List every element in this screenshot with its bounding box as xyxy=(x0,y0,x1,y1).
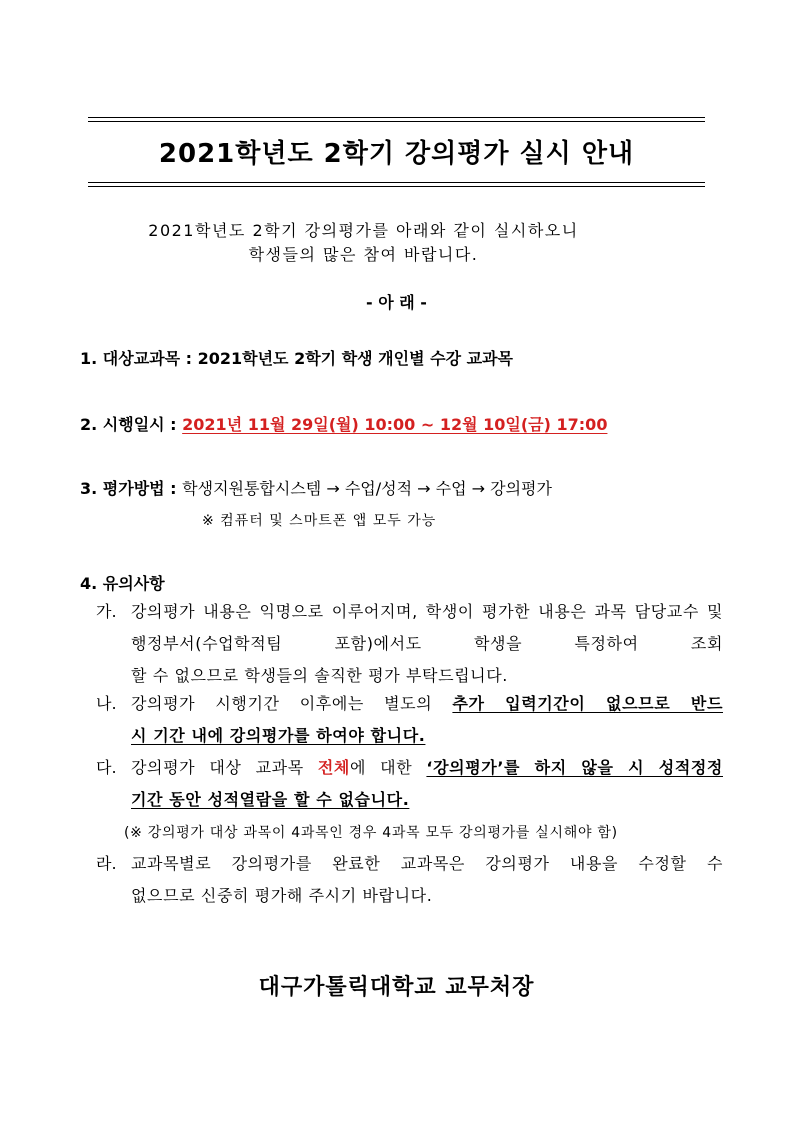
note-da-bold-2: 기간 동안 성적열람을 할 수 없습니다. xyxy=(131,790,410,809)
title-top-rule-inner xyxy=(88,121,705,122)
note-ga xyxy=(96,596,723,692)
item-period-value: 2021년 11월 29일(월) 10:00 ~ 12월 10일(금) 17:00 xyxy=(182,415,608,434)
page-title: 2021학년도 2학기 강의평가 실시 안내 xyxy=(158,139,635,169)
note-da xyxy=(96,752,723,816)
note-na-text: 강의평가 시행기간 이후에는 별도의 xyxy=(131,694,433,713)
note-ra xyxy=(96,848,723,912)
notes-heading: 4. 유의사항 xyxy=(80,574,165,593)
note-na-marker: 나. xyxy=(96,694,117,713)
item-target xyxy=(80,346,513,369)
note-da-bold-1: ‘강의평가’를 하지 않을 시 성적정정 xyxy=(426,758,723,777)
title-bottom-rule-outer xyxy=(88,186,705,187)
note-ra-marker: 라. xyxy=(96,854,117,873)
note-da-red: 전체 xyxy=(317,758,350,777)
note-ra-line2: 없으므로 신중히 평가해 주시기 바랍니다. xyxy=(131,886,433,905)
footer-signature: 대구가톨릭대학교 교무처장 xyxy=(258,975,535,1000)
note-ga-line2: 담당교수 및 행정부서(수업학적팀 포함)에서도 학생을 특정하여 조회 xyxy=(131,602,724,653)
note-ga-line1: 강의평가 내용은 익명으로 이루어지며, 학생이 평가한 내용은 과목 xyxy=(131,602,627,621)
item-target-label: 1. 대상교과목 : xyxy=(80,349,193,368)
note-na xyxy=(96,688,723,752)
item-method xyxy=(80,476,552,499)
note-da-text-b: 에 대한 xyxy=(350,758,413,777)
note-da-paren: (※ 강의평가 대상 과목이 4과목인 경우 4과목 모두 강의평가를 실시해야 함) xyxy=(124,825,618,841)
item-method-label: 3. 평가방법 : xyxy=(80,479,177,498)
title-bottom-rule-inner xyxy=(88,182,705,183)
item-period-label: 2. 시행일시 : xyxy=(80,415,177,434)
note-ga-marker: 가. xyxy=(96,602,117,621)
item-method-note: ※ 컴퓨터 및 스마트폰 앱 모두 가능 xyxy=(202,513,437,529)
note-na-bold-2: 시 기간 내에 강의평가를 하여야 합니다. xyxy=(131,726,426,745)
note-ga-line3: 할 수 없으므로 학생들의 솔직한 평가 부탁드립니다. xyxy=(131,666,508,685)
note-da-marker: 다. xyxy=(96,758,117,777)
intro-line-2: 학생들의 많은 참여 바랍니다. xyxy=(248,245,479,264)
item-method-value: 학생지원통합시스템 → 수업/성적 → 수업 → 강의평가 xyxy=(182,479,552,498)
note-da-text-a: 강의평가 대상 교과목 xyxy=(131,758,304,777)
section-marker: - 아 래 - xyxy=(366,293,427,312)
note-na-bold-1: 추가 입력기간이 없으므로 반드 xyxy=(452,694,723,713)
title-top-rule-outer xyxy=(88,117,705,118)
note-ra-line1: 교과목별로 강의평가를 완료한 교과목은 강의평가 내용을 수정할 수 xyxy=(131,854,723,873)
intro-line-1: 2021학년도 2학기 강의평가를 아래와 같이 실시하오니 xyxy=(148,221,579,240)
item-period xyxy=(80,412,607,435)
item-target-value: 2021학년도 2학기 학생 개인별 수강 교과목 xyxy=(197,349,513,368)
